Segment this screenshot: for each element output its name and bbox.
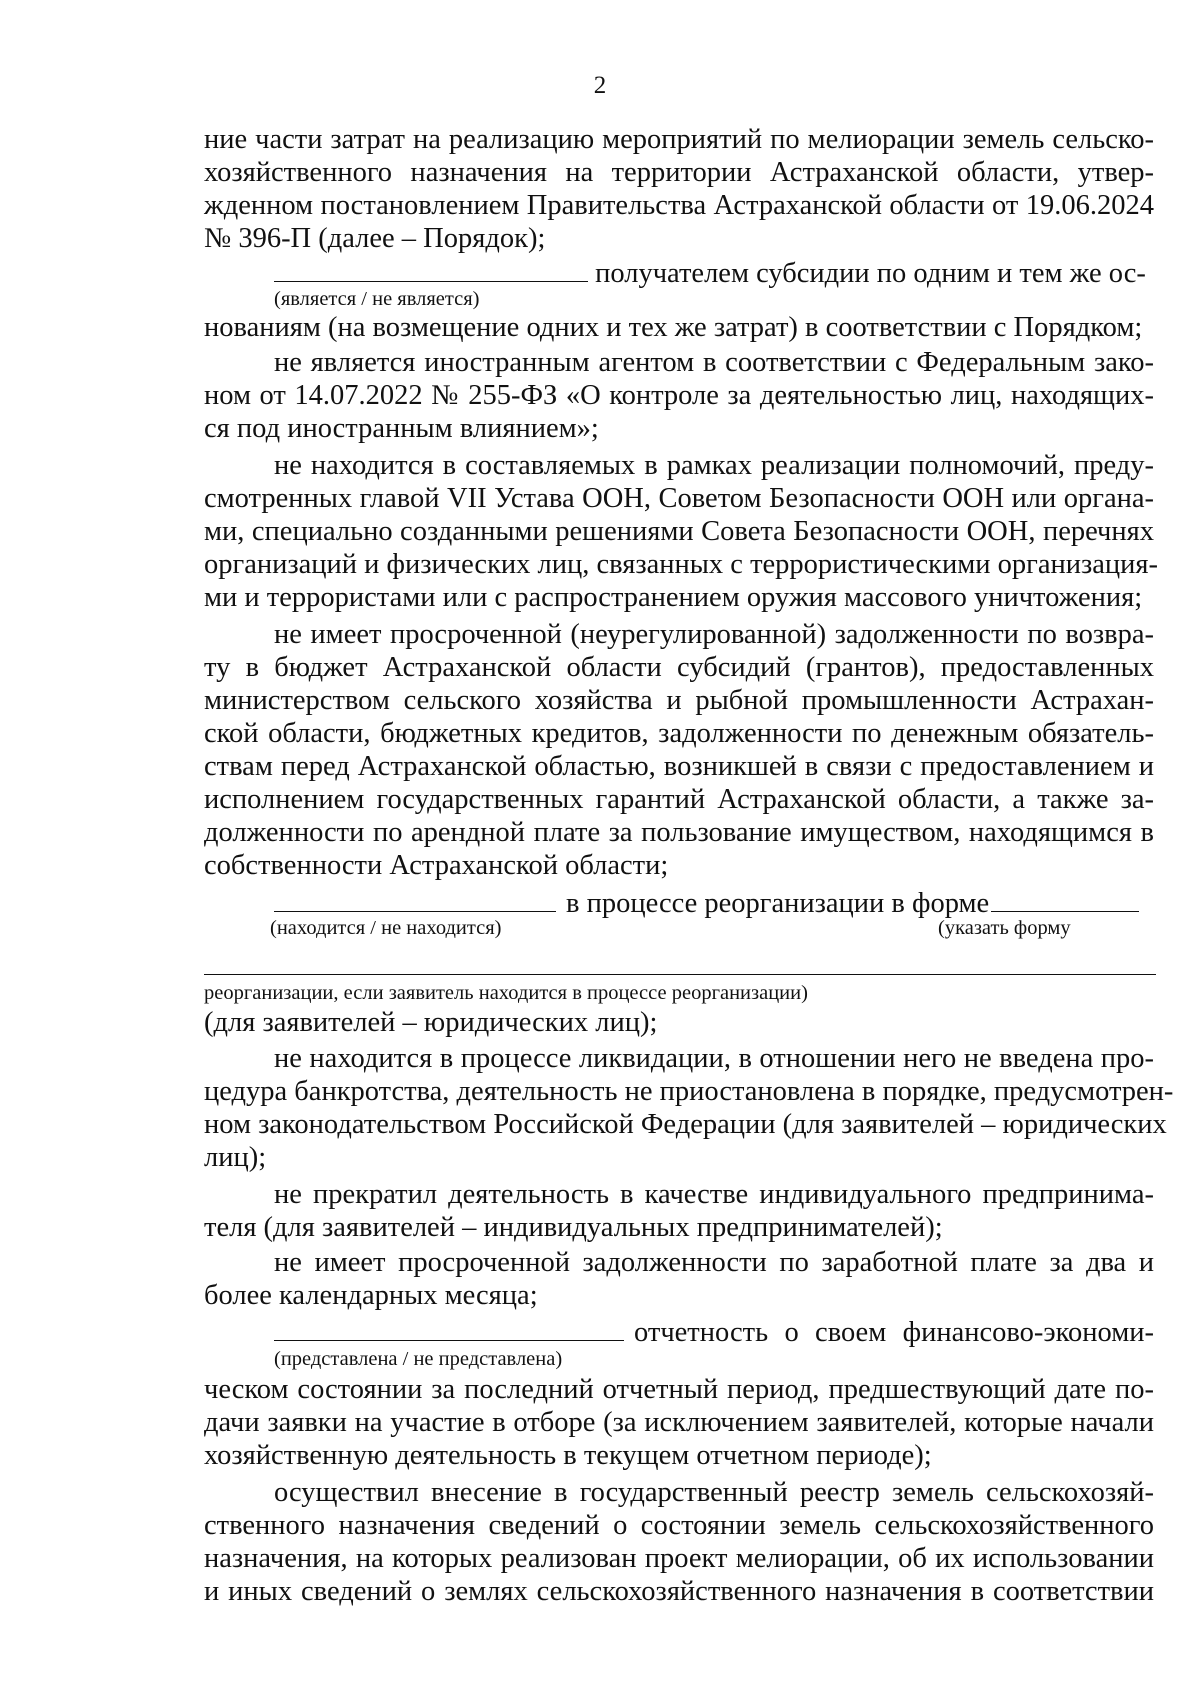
paragraph-text: получателем субсидии по одним и тем же ос- xyxy=(595,258,1146,289)
blank-field-line xyxy=(274,1314,1154,1350)
paragraph-line: не находится в составляемых в рамках реализации полномочий, преду- xyxy=(274,450,1154,481)
paragraph-line: не находится в процессе ликвидации, в отношении него не введена про- xyxy=(274,1043,1154,1074)
blank-field-rule[interactable] xyxy=(204,974,1156,975)
paragraph-text: в процессе реорганизации в форме xyxy=(566,888,990,919)
paragraph-line: № 396-П (далее – Порядок); xyxy=(204,223,546,254)
field-caption: (представлена / не представлена) xyxy=(274,1348,563,1370)
paragraph-line: смотренных главой VII Устава ООН, Советом Безопасности ООН или органа- xyxy=(204,483,1154,514)
paragraph-line: ми и террористами или с распространением оружия массового уничтожения; xyxy=(204,582,1143,613)
paragraph-line: ми, специально созданными решениями Совета Безопасности ООН, перечнях xyxy=(204,516,1154,547)
paragraph-line: собственности Астраханской области; xyxy=(204,850,669,881)
paragraph-line: более календарных месяца; xyxy=(204,1280,538,1311)
paragraph-line: жденном постановлением Правительства Астраханской области от 19.06.2024 xyxy=(204,190,1154,221)
paragraph-line: теля (для заявителей – индивидуальных предпринимателей); xyxy=(204,1212,943,1243)
field-caption: (находится / не находится) xyxy=(270,917,502,939)
paragraph-line: ся под иностранным влиянием»; xyxy=(204,413,599,444)
paragraph-line: нованиям (на возмещение одних и тех же затрат) в соответствии с Порядком; xyxy=(204,312,1143,343)
paragraph-line: ном от 14.07.2022 № 255-ФЗ «О контроле за деятельностью лиц, находящих- xyxy=(204,380,1154,411)
paragraph-line: назначения, на которых реализован проект мелиорации, об их использовании xyxy=(204,1543,1154,1574)
paragraph-line: и иных сведений о землях сельскохозяйственного назначения в соответствии xyxy=(204,1576,1154,1607)
paragraph-line: ческом состоянии за последний отчетный период, предшествующий дате по- xyxy=(204,1374,1154,1405)
blank-field[interactable] xyxy=(991,885,1139,912)
paragraph-line: ской области, бюджетных кредитов, задолженности по денежным обязатель- xyxy=(204,718,1154,749)
blank-field[interactable] xyxy=(274,1314,624,1341)
paragraph-line: министерством сельского хозяйства и рыбной промышленности Астрахан- xyxy=(204,685,1154,716)
paragraph-line: хозяйственного назначения на территории Астраханской области, утвер- xyxy=(204,157,1154,188)
paragraph-line: не имеет просроченной задолженности по заработной плате за два и xyxy=(274,1247,1154,1278)
paragraph-text: отчетность о своем финансово-экономи- xyxy=(634,1317,1154,1348)
paragraph-line: не является иностранным агентом в соответствии с Федеральным зако- xyxy=(274,347,1154,378)
paragraph-line: не прекратил деятельность в качестве индивидуального предпринима- xyxy=(274,1179,1154,1210)
field-caption: реорганизации, если заявитель находится в процессе реорганизации) xyxy=(204,982,808,1004)
paragraph-line: (для заявителей – юридических лиц); xyxy=(204,1007,658,1038)
paragraph-line: цедура банкротства, деятельность не приостановлена в порядке, предусмотрен- xyxy=(204,1076,1174,1107)
paragraph-line: лиц); xyxy=(204,1142,267,1173)
page-number: 2 xyxy=(593,72,607,99)
paragraph-line: организаций и физических лиц, связанных с террористическими организация- xyxy=(204,549,1158,580)
paragraph-line: не имеет просроченной (неурегулированной) задолженности по возвра- xyxy=(274,619,1154,650)
paragraph-line: долженности по арендной плате за пользование имуществом, находящимся в xyxy=(204,817,1154,848)
paragraph-line: ствам перед Астраханской областью, возникшей в связи с предоставлением и xyxy=(204,751,1154,782)
paragraph-line: ном законодательством Российской Федерации (для заявителей – юридических xyxy=(204,1109,1167,1140)
field-caption: (является / не является) xyxy=(274,288,480,310)
paragraph-line: дачи заявки на участие в отборе (за исключением заявителей, которые начали xyxy=(204,1407,1154,1438)
paragraph-line: ту в бюджет Астраханской области субсидий (грантов), предоставленных xyxy=(204,652,1154,683)
paragraph-line: исполнением государственных гарантий Астраханской области, а также за- xyxy=(204,784,1154,815)
field-caption: (указать форму xyxy=(938,917,1071,939)
paragraph-line: ние части затрат на реализацию мероприятий по мелиорации земель сельско- xyxy=(204,124,1154,155)
blank-field[interactable] xyxy=(274,885,556,912)
blank-field[interactable] xyxy=(274,255,588,282)
paragraph-line: ственного назначения сведений о состоянии земель сельскохозяйственного xyxy=(204,1510,1154,1541)
paragraph-line: осуществил внесение в государственный реестр земель сельскохозяй- xyxy=(274,1477,1154,1508)
paragraph-line: хозяйственную деятельность в текущем отчетном периоде); xyxy=(204,1440,932,1471)
blank-field-line xyxy=(274,255,1154,291)
